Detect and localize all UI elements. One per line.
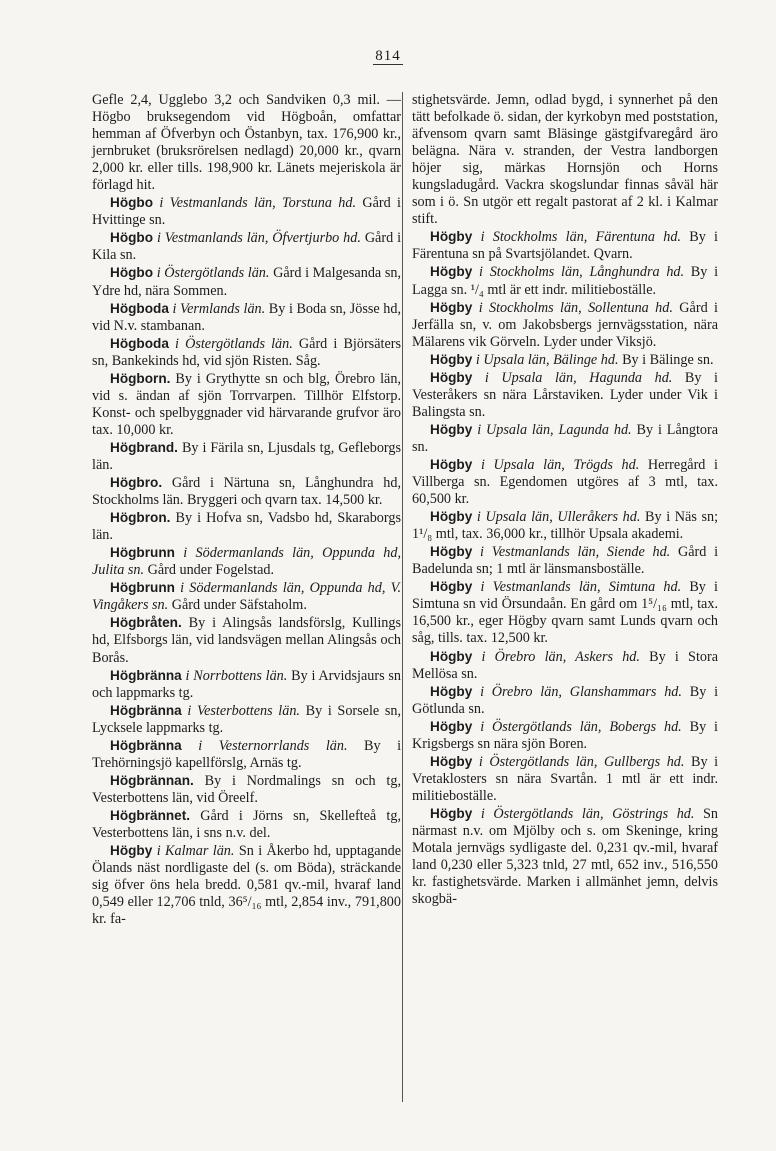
entry-region: i Örebro län, Glanshammars hd.	[480, 683, 682, 700]
entry-text: By i Hofva sn, Vadsbo hd, Skaraborgs län.	[92, 510, 401, 544]
dictionary-entry	[412, 648, 718, 683]
entry-headword: Högby	[430, 805, 473, 821]
dictionary-entry	[412, 456, 718, 508]
dictionary-entry	[92, 92, 401, 194]
entry-headword: Högby	[430, 544, 473, 560]
dictionary-entry	[412, 299, 718, 351]
entry-text: Sn i Åkerbo hd, upptagande Ölands näst nordligaste del (s. om Böda), sträckande sig öfver öns hela bredd. 0,581 qv.-mil, hvaraf land 0,549 eller 12,706 tnld, 36⁵/₁₆ mtl, 2,854 inv., 791,800 kr. fa-	[92, 843, 402, 928]
entry-text: By i Stora Mellösa sn.	[412, 648, 719, 682]
entry-text: By i Långtora sn.	[412, 421, 719, 455]
dictionary-entry	[92, 667, 401, 702]
dictionary-entry	[92, 737, 401, 772]
dictionary-entry	[92, 807, 401, 842]
entry-text: Gård i Badelunda sn; 1 mtl är länsmansboställe.	[412, 544, 719, 578]
dictionary-entry	[92, 509, 401, 544]
right-column	[412, 92, 718, 908]
entry-region: i Örebro län, Askers hd.	[481, 648, 640, 665]
dictionary-entry	[412, 753, 718, 805]
dictionary-entry	[92, 335, 401, 370]
dictionary-entry	[92, 544, 401, 579]
dictionary-entry	[92, 439, 401, 474]
entry-region: i Upsala län, Hagunda hd.	[484, 369, 673, 386]
entry-text: By i Lagga sn. ¹/₄ mtl är ett indr. militieboställe.	[412, 264, 719, 298]
entry-headword: Högby	[430, 648, 473, 664]
entry-text: Gård i Jörns sn, Skellefteå tg, Vesterbottens län, i sns n.v. del.	[92, 807, 401, 841]
entry-text: By i Nordmalings sn och tg, Vesterbottens län, vid Öreelf.	[92, 772, 402, 806]
entry-region: i Vestmanlands län, Öfvertjurbo hd.	[156, 230, 361, 247]
entry-headword: Högbrunn	[110, 545, 175, 561]
entry-headword: Högbränna	[110, 702, 182, 718]
entry-headword: Högbro.	[110, 475, 163, 491]
dictionary-entry	[92, 370, 401, 439]
entry-text: Gård under Fogelstad.	[147, 562, 275, 579]
entry-headword: Högbrunn	[110, 580, 175, 596]
entry-region: i Östergötlands län, Göstrings hd.	[480, 805, 695, 822]
entry-headword: Högby	[430, 753, 473, 769]
entry-headword: Högby	[430, 421, 473, 437]
entry-region: i Stockholms län, Färentuna hd.	[480, 229, 681, 246]
entry-headword: Högbråten.	[110, 615, 182, 631]
entry-headword: Högby	[430, 351, 473, 367]
entry-region: i Upsala län, Bälinge hd.	[475, 351, 619, 368]
dictionary-entry	[412, 228, 718, 263]
entry-headword: Högbo	[110, 195, 154, 211]
entry-region: i Stockholms län, Sollentuna hd.	[478, 299, 673, 316]
entry-region: i Vestmanlands län, Torstuna hd.	[159, 195, 357, 212]
entry-headword: Högby	[430, 299, 473, 315]
entry-region: i Norrbottens län.	[185, 667, 288, 684]
entry-text: Gård i Hvittinge sn.	[92, 195, 401, 229]
entry-text: By i Boda sn, Jösse hd, vid N.v. stambanan.	[92, 300, 402, 334]
dictionary-entry	[92, 772, 401, 807]
entry-region: i Östergötlands län.	[175, 335, 293, 352]
entry-headword: Högby	[430, 369, 473, 385]
dictionary-entry	[412, 351, 718, 369]
entry-region: i Upsala län, Lagunda hd.	[477, 421, 632, 438]
dictionary-entry	[92, 474, 401, 509]
entry-headword: Högby	[430, 509, 473, 525]
entry-headword: Högby	[430, 683, 473, 699]
dictionary-entry	[92, 300, 401, 335]
page-number: 814	[375, 48, 401, 64]
entry-text: By i Simtuna sn vid Örsundaån. En gård om 1⁵/₁₆ mtl, tax. 16,500 kr., eger Högby qvarn samt Lunds qvarn och såg, tills. tax. 12,500 kr.	[412, 579, 718, 647]
entry-region: i Södermanlands län, Oppunda hd, Julita sn.	[92, 545, 402, 579]
entry-region: i Upsala län, Trögds hd.	[480, 456, 640, 473]
entry-region: i Östergötlands län, Gullbergs hd.	[478, 753, 685, 770]
entry-region: i Östergötlands län.	[156, 265, 270, 282]
entry-text: Gård i Björsäters sn, Bankekinds hd, vid sjön Risten. Såg.	[92, 335, 401, 369]
entry-text: By i Färentuna sn på Svartsjölandet. Qvarn.	[412, 229, 718, 263]
entry-text: By i Krigsbergs sn nära sjön Boren.	[412, 718, 718, 752]
entry-text: By i Vesteråkers sn nära Lårstaviken. Lyder under Vik i Balingsta sn.	[412, 369, 718, 420]
entry-region: i Vesterbottens län.	[187, 702, 300, 719]
dictionary-entry	[92, 614, 401, 666]
entry-text: By i Bälinge sn.	[622, 351, 714, 368]
dictionary-entry	[412, 683, 718, 718]
entry-headword: Högbron.	[110, 510, 171, 526]
entry-region: i Kalmar län.	[156, 843, 235, 860]
dictionary-entry	[412, 369, 718, 421]
entry-text: Gefle 2,4, Ugglebo 3,2 och Sandviken 0,3 mil. — Högbo bruksegendom vid Högboån, omfattar hemman af Öfverbyn och Östanbyn, tax. 176,900 kr., jernbruket (bruksrörelsen nedlagd) 20,000 kr., qvarn 2,000 kr. eller tills. 198,900 kr. Länets mejeriskola är förlagd hit.	[92, 92, 401, 194]
dictionary-entry	[92, 842, 401, 928]
dictionary-entry	[412, 263, 718, 298]
entry-region: i Östergötlands län, Bobergs hd.	[480, 718, 682, 735]
dictionary-entry	[92, 229, 401, 264]
entry-headword: Högbrand.	[110, 439, 178, 455]
entry-headword: Högby	[430, 579, 473, 595]
column-divider	[402, 92, 403, 1102]
dictionary-entry	[92, 264, 401, 299]
entry-text: Gård i Närtuna sn, Långhundra hd, Stockholms län. Bryggeri och qvarn tax. 14,500 kr.	[92, 475, 401, 509]
dictionary-entry	[412, 92, 718, 228]
dictionary-entry	[92, 194, 401, 229]
left-column	[92, 92, 401, 928]
entry-text: By i Trehörningsjö kapellförslg, Arnäs tg.	[92, 737, 402, 771]
entry-text: Gård i Kila sn.	[92, 230, 402, 264]
entry-headword: Högborn.	[110, 370, 171, 386]
entry-text: By i Götlunda sn.	[412, 683, 719, 717]
entry-headword: Högby	[430, 264, 473, 280]
entry-text: By i Sorsele sn, Lycksele lappmarks tg.	[92, 702, 402, 736]
entry-text: By i Vretaklosters sn nära Svartån. 1 mtl är ett indr. militieboställe.	[412, 753, 719, 804]
entry-headword: Högbrännan.	[110, 772, 194, 788]
entry-text: Gård i Malgesanda sn, Ydre hd, nära Sommen.	[92, 265, 402, 299]
entry-headword: Högbo	[110, 230, 154, 246]
entry-text: By i Arvidsjaurs sn och lappmarks tg.	[92, 667, 402, 701]
entry-region: i Upsala län, Ulleråkers hd.	[476, 509, 641, 526]
entry-region: i Södermanlands län, Oppunda hd, V. Vingåkers sn.	[92, 580, 402, 614]
entry-headword: Högby	[430, 718, 473, 734]
entry-region: i Vesternorrlands län.	[198, 737, 348, 754]
entry-headword: Högbränna	[110, 667, 182, 683]
entry-text: By i Grythytte sn och blg, Örebro län, vid s. ändan af sjön Torrvarpen. Tillhör Elfstorp. Konst- och spelbyggnader vid härvarande grufvor äro tax. 10,000 kr.	[92, 370, 401, 438]
entry-headword: Högbränna	[110, 737, 182, 753]
entry-text: stighetsvärde. Jemn, odlad bygd, i synnerhet på den tätt befolkade ö. sidan, der kyrkobyn med poststation, äfvensom qvarn samt Bläsinge gästgifvaregård äro belägna. Nära v. stranden, der Vestra landborgen höjer sig, märkas Hornsjön och Horns kungsladugård. Vackra skogslundar finnas såväl här som i ö. Sn utgör ett regalt pastorat af 2 kl. i Kalmar stift.	[412, 92, 718, 228]
entry-headword: Högbo	[110, 265, 154, 281]
dictionary-entry	[412, 805, 718, 908]
dictionary-entry	[412, 421, 718, 456]
entry-region: i Vestmanlands län, Siende hd.	[480, 544, 671, 561]
entry-text: By i Näs sn; 1¹/₈ mtl, tax. 36,000 kr., tillhör Upsala akademi.	[412, 509, 719, 543]
entry-headword: Högbrännet.	[110, 807, 191, 823]
entry-text: By i Färila sn, Ljusdals tg, Gefleborgs län.	[92, 439, 401, 473]
dictionary-entry	[412, 578, 718, 647]
dictionary-entry	[412, 508, 718, 543]
entry-text: Gård under Säfstaholm.	[171, 597, 307, 614]
entry-region: i Vestmanlands län, Simtuna hd.	[480, 579, 682, 596]
entry-text: Herregård i Villberga sn. Egendomen utgöres af 3 mtl, tax. 60,500 kr.	[412, 456, 718, 508]
dictionary-entry	[92, 702, 401, 737]
entry-text: By i Alingsås landsförslg, Kullings hd, Elfsborgs län, vid landsvägen mellan Alingsås och Borås.	[92, 615, 402, 666]
entry-headword: Högboda	[110, 335, 169, 351]
entry-headword: Högby	[430, 456, 473, 472]
entry-region: i Vermlands län.	[172, 300, 266, 317]
entry-headword: Högby	[430, 229, 473, 245]
entry-text: Gård i Jerfälla sn, v. om Jakobsbergs jernvägsstation, nära Mälarens vik Görveln. Lyder under Viksjö.	[412, 299, 718, 350]
dictionary-entry	[412, 718, 718, 753]
entry-headword: Högboda	[110, 300, 169, 316]
dictionary-entry	[92, 579, 401, 614]
entry-headword: Högby	[110, 843, 153, 859]
entry-region: i Stockholms län, Långhundra hd.	[479, 264, 685, 281]
dictionary-entry	[412, 543, 718, 578]
entry-text: Sn närmast n.v. om Mjölby och s. om Skeninge, kring Motala jernvägs sydligaste del. 0,231 qv.-mil, hvaraf land 0,230 eller 5,323 tnld, 27 mtl, 652 inv., 516,550 kr. fastighetsvärde. Marken i allmänhet jemn, delvis skogbä-	[412, 805, 719, 908]
